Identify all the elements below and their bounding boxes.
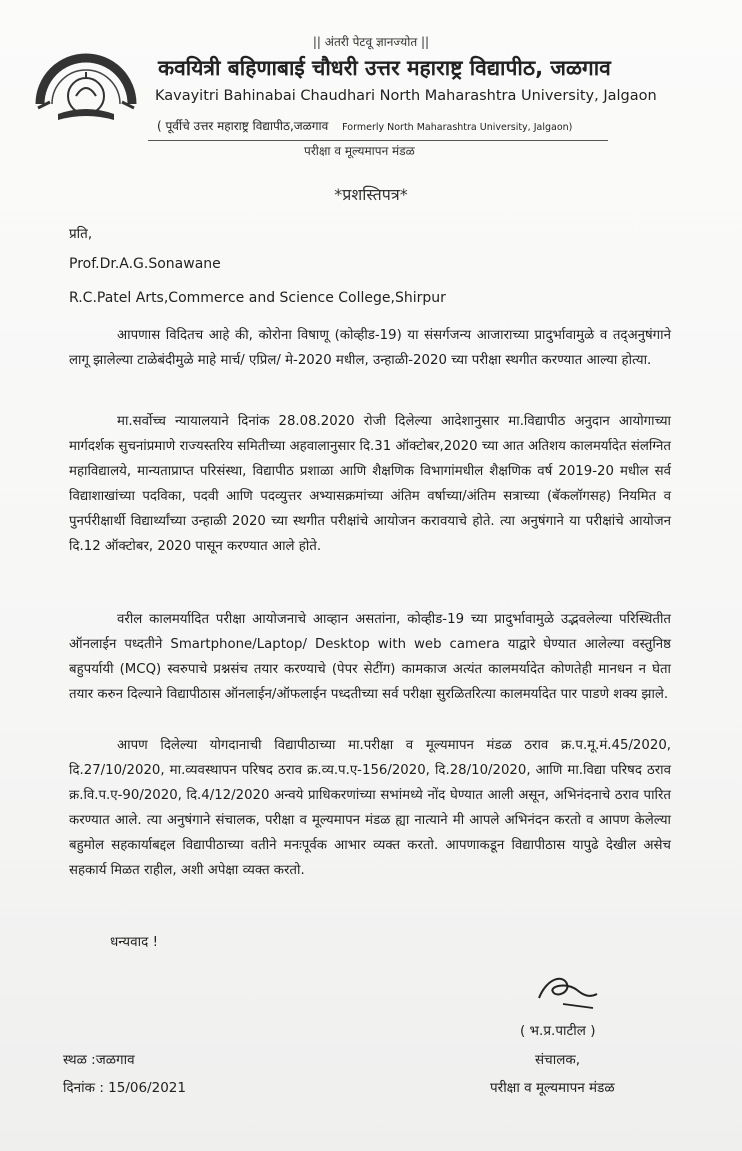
body-paragraph-2: मा.सर्वोच्च न्यायालयाने दिनांक 28.08.2020 रोजी दिलेल्या आदेशानुसार मा.विद्यापीठ अनुदान आयोगाच्या मार्गदर्शक सुचनांप्रमाणे राज्यस्तरिय समितीच्या अहवालानुसार दि.31 ऑक्टोबर,2020 च्या आत अतिशय कालमर्यादेत संलग्नित महाविद्यालये, मान्यताप्राप्त परिसंस्था, विद्यापीठ प्रशाळा आणि शैक्षणिक विभागांमधील शैक्षणिक वर्ष 2019-20 मधील सर्व विद्याशाखांच्या पदविका, पदवी आणि पदव्युत्तर अभ्यासक्रमांच्या अंतिम वर्षाच्या/अंतिम सत्राच्या (बॅकलॉगसह) नियमित व पुनर्परीक्षार्थी विद्यार्थ्यांच्या उन्हाळी 2020 च्या स्थगीत परीक्षांचे आयोजन करावयाचे होते. त्या अनुषंगाने या परीक्षांचे आयोजन दि.12 ऑक्टोबर, 2020 पासून करण्यात आले होते. (69, 414, 671, 554)
signature-icon (533, 968, 603, 1012)
body-paragraph-1: आपणास विदितच आहे की, कोरोना विषाणू (कोव्हीड-19) या संसर्गजन्य आजाराच्या प्रादुर्भावामुळे व तद्अनुषंगाने लागू झालेल्या टाळेबंदीमुळे माहे मार्च/ एप्रिल/ मे-2020 मधील, उन्हाळी-2020 च्या परीक्षा स्थगीत करण्यात आल्या होत्या. (69, 328, 671, 368)
recipient-college: R.C.Patel Arts,Commerce and Science College,Shirpur (69, 290, 446, 306)
body-paragraph-3: वरील कालमर्यादित परीक्षा आयोजनाचे आव्हान असतांना, कोव्हीड-19 च्या प्रादुर्भावामुळे उद्भवलेल्या परिस्थितीत ऑनलाईन पध्दतीने Smartphone/Laptop/ Desktop with web camera याद्वारे घेण्यात आलेल्या वस्तुनिष्ठ बहुपर्यायी (MCQ) स्वरुपाचे प्रश्नसंच तयार करण्याचे (पेपर सेटींग) कामकाज अत्यंत कालमर्यादेत कोणतेही मानधन न घेता तयार करुन दिल्याने विद्यापीठास ऑनलाईन/ऑफलाईन पध्दतीच्या सर्व परीक्षा सुरळितरित्या कालमर्यादेत पार पाडणे शक्य झाले. (69, 612, 671, 702)
salutation: प्रति, (69, 226, 93, 242)
formerly-name (157, 117, 572, 134)
formerly-name-marathi: ( पूर्वीचे उत्तर महाराष्ट्र विद्यापीठ,जळगाव (157, 119, 329, 133)
body-paragraph-4: आपण दिलेल्या योगदानाची विद्यापीठाच्या मा.परीक्षा व मूल्यमापन मंडळ ठराव क्र.प.मू.मं.45/2020, दि.27/10/2020, मा.व्यवस्थापन परिषद ठराव क्र.व्य.प.ए-156/2020, दि.28/10/2020, आणि मा.विद्या परिषद ठराव क्र.वि.प.ए-90/2020, दि.4/12/2020 अन्वये प्राधिकरणांच्या सभांमध्ये नोंद घेण्यात आली असून, अभिनंदनाचे ठराव पारित करण्यात आले. त्या अनुषंगाने संचालक, परीक्षा व मूल्यमापन मंडळ ह्या नात्याने मी आपले अभिनंदन करतो व आपण केलेल्या बहुमोल सहकार्याबद्दल विद्यापीठाच्या वतीने मनःपूर्वक आभार व्यक्त करतो. आपणाकडून विद्यापीठास यापुढे देखील असेच सहकार्य मिळत राहील, अशी अपेक्षा व्यक्त करतो. (69, 738, 671, 878)
recipient-name: Prof.Dr.A.G.Sonawane (69, 256, 221, 272)
place: स्थळ :जळगाव (63, 1052, 135, 1068)
header-divider (148, 140, 608, 141)
university-name-marathi: कवयित्री बहिणाबाई चौधरी उत्तर महाराष्ट्र विद्यापीठ, जळगाव (158, 56, 611, 80)
closing-thanks: धन्यवाद ! (110, 934, 158, 950)
signatory-name: ( भ.प्र.पाटील ) (520, 1023, 596, 1039)
department-name: परीक्षा व मूल्यमापन मंडळ (304, 144, 415, 158)
issue-date: दिनांक : 15/06/2021 (63, 1080, 186, 1096)
university-motto: || अंतरी पेटवू ज्ञानज्योत || (312, 35, 430, 49)
university-name-english: Kavayitri Bahinabai Chaudhari North Maharashtra University, Jalgaon (155, 88, 657, 104)
university-logo-icon (30, 42, 142, 128)
signatory-title: संचालक, (535, 1052, 581, 1068)
signatory-department: परीक्षा व मूल्यमापन मंडळ (490, 1080, 615, 1096)
formerly-name-english: Formerly North Maharashtra University, Jalgaon) (342, 122, 573, 133)
certificate-title: *प्रशस्तिपत्र* (334, 185, 408, 204)
